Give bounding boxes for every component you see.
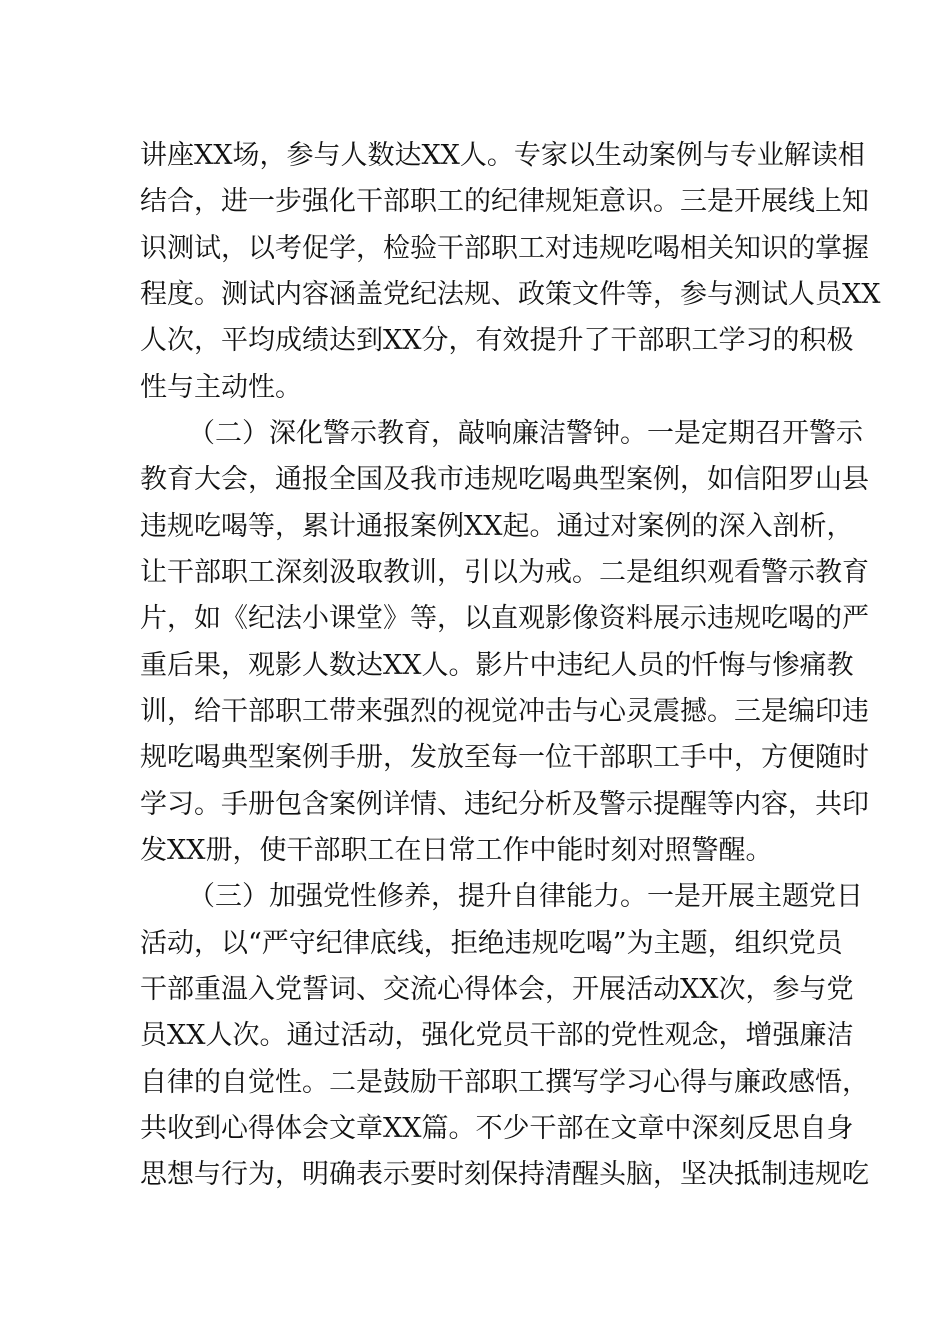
body-line: 性与主动性。 (140, 372, 302, 403)
body-line: 学习。手册包含案例详情、违纪分析及警示提醒等内容，共印 (140, 789, 869, 820)
body-line: 违规吃喝等，累计通报案例XX起。通过对案例的深入剖析， (140, 511, 854, 542)
body-line: 识测试，以考促学，检验干部职工对违规吃喝相关知识的掌握 (140, 233, 869, 264)
body-line: 结合，进一步强化干部职工的纪律规矩意识。三是开展线上知 (140, 186, 869, 217)
body-line: 片，如《纪法小课堂》等，以直观影像资料展示违规吃喝的严 (140, 603, 869, 634)
body-line: 干部重温入党誓词、交流心得体会，开展活动XX次，参与党 (140, 974, 854, 1005)
body-line: 员XX人次。通过活动，强化党员干部的党性观念，增强廉洁 (140, 1020, 854, 1051)
body-line: 思想与行为，明确表示要时刻保持清醒头脑，坚决抵制违规吃 (140, 1159, 869, 1190)
body-line: 讲座XX场，参与人数达XX人。专家以生动案例与专业解读相 (140, 140, 865, 171)
body-line: 重后果，观影人数达XX人。影片中违纪人员的忏悔与惨痛教 (140, 650, 854, 681)
body-line: 人次，平均成绩达到XX分，有效提升了干部职工学习的积极 (140, 325, 854, 356)
body-line: 共收到心得体会文章XX篇。不少干部在文章中深刻反思自身 (140, 1113, 854, 1144)
body-line: 训，给干部职工带来强烈的视觉冲击与心灵震撼。三是编印违 (140, 696, 869, 727)
body-line: 规吃喝典型案例手册，发放至每一位干部职工手中，方便随时 (140, 742, 869, 773)
section-heading-line: （三）加强党性修养，提升自律能力。一是开展主题党日 (188, 881, 863, 912)
body-line: 教育大会，通报全国及我市违规吃喝典型案例，如信阳罗山县 (140, 464, 869, 495)
section-heading-line: （二）深化警示教育，敲响廉洁警钟。一是定期召开警示 (188, 418, 863, 449)
body-line: 让干部职工深刻汲取教训，引以为戒。二是组织观看警示教育 (140, 557, 869, 588)
body-line: 自律的自觉性。二是鼓励干部职工撰写学习心得与廉政感悟， (140, 1067, 869, 1098)
body-line: 程度。测试内容涵盖党纪法规、政策文件等，参与测试人员XX (140, 279, 881, 310)
body-line: 活动，以“严守纪律底线，拒绝违规吃喝”为主题，组织党员 (140, 928, 843, 959)
body-line: 发XX册，使干部职工在日常工作中能时刻对照警醒。 (140, 835, 773, 866)
